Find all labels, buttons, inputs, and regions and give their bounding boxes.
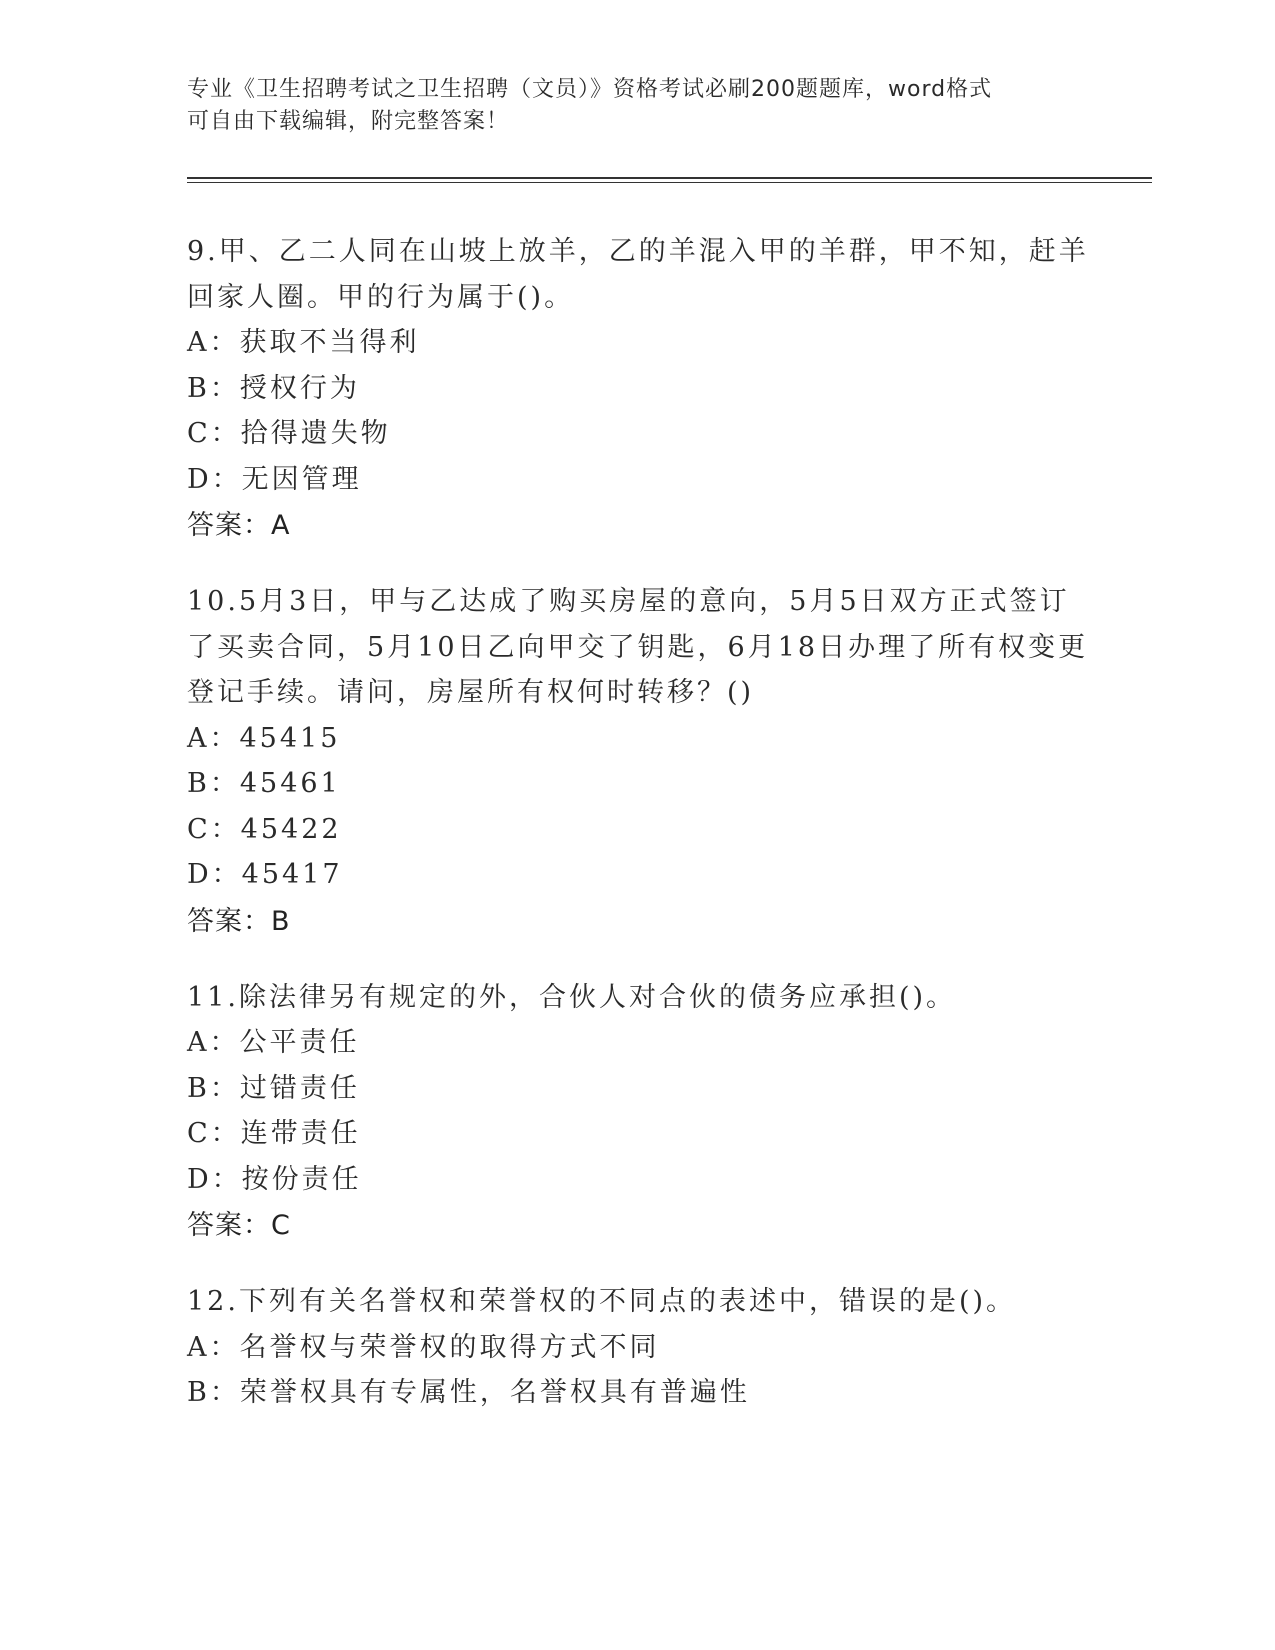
option-d: D：按份责任 — [187, 1163, 362, 1195]
question-stem — [187, 579, 1137, 716]
question-stem-line: 11.除法律另有规定的外，合伙人对合伙的债务应承担()。 — [187, 981, 957, 1013]
answer: 答案：C — [187, 1210, 291, 1241]
option-b: B：45461 — [187, 768, 341, 799]
question-12 — [187, 1279, 1137, 1416]
question-stem — [187, 229, 1137, 320]
question-stem-line: 回家人圈。甲的行为属于()。 — [187, 281, 575, 313]
option-c: C：连带责任 — [187, 1118, 361, 1149]
question-stem-line: 9.甲、乙二人同在山坡上放羊，乙的羊混入甲的羊群，甲不知，赶羊 — [187, 236, 1089, 267]
document-header — [187, 74, 1087, 138]
option-b: B：授权行为 — [187, 372, 360, 404]
option-c: C：拾得遗失物 — [187, 418, 391, 449]
question-10 — [187, 579, 1137, 945]
option-c: C：45422 — [187, 813, 342, 845]
option-a: A：公平责任 — [187, 1027, 360, 1058]
option-a: A：名誉权与荣誉权的取得方式不同 — [187, 1331, 660, 1363]
option-b: B：过错责任 — [187, 1072, 360, 1104]
option-a: A：获取不当得利 — [187, 327, 420, 358]
header-line-1: 专业《卫生招聘考试之卫生招聘（文员）》资格考试必刷200题题库，word格式 — [187, 77, 993, 102]
header-divider-bottom — [187, 182, 1152, 183]
question-stem-line: 了买卖合同，5月10日乙向甲交了钥匙，6月18日办理了所有权变更 — [187, 631, 1089, 663]
option-b: B：荣誉权具有专属性，名誉权具有普遍性 — [187, 1377, 750, 1408]
question-stem-line: 登记手续。请问，房屋所有权何时转移？() — [187, 677, 755, 708]
question-stem-line: 12.下列有关名誉权和荣誉权的不同点的表述中，错误的是()。 — [187, 1286, 1017, 1317]
answer: 答案：A — [187, 510, 291, 541]
option-d: D：45417 — [187, 859, 343, 890]
header-line-2: 可自由下载编辑，附完整答案！ — [187, 109, 510, 134]
question-11 — [187, 975, 1137, 1250]
question-stem — [187, 975, 1137, 1021]
question-stem-line: 10.5月3日，甲与乙达成了购买房屋的意向，5月5日双方正式签订 — [187, 586, 1070, 617]
option-a: A：45415 — [187, 722, 341, 754]
answer: 答案：B — [187, 905, 291, 937]
question-list — [187, 229, 1137, 1446]
question-9 — [187, 229, 1137, 549]
option-d: D：无因管理 — [187, 463, 362, 495]
header-divider-top — [187, 177, 1152, 179]
question-stem — [187, 1279, 1137, 1325]
